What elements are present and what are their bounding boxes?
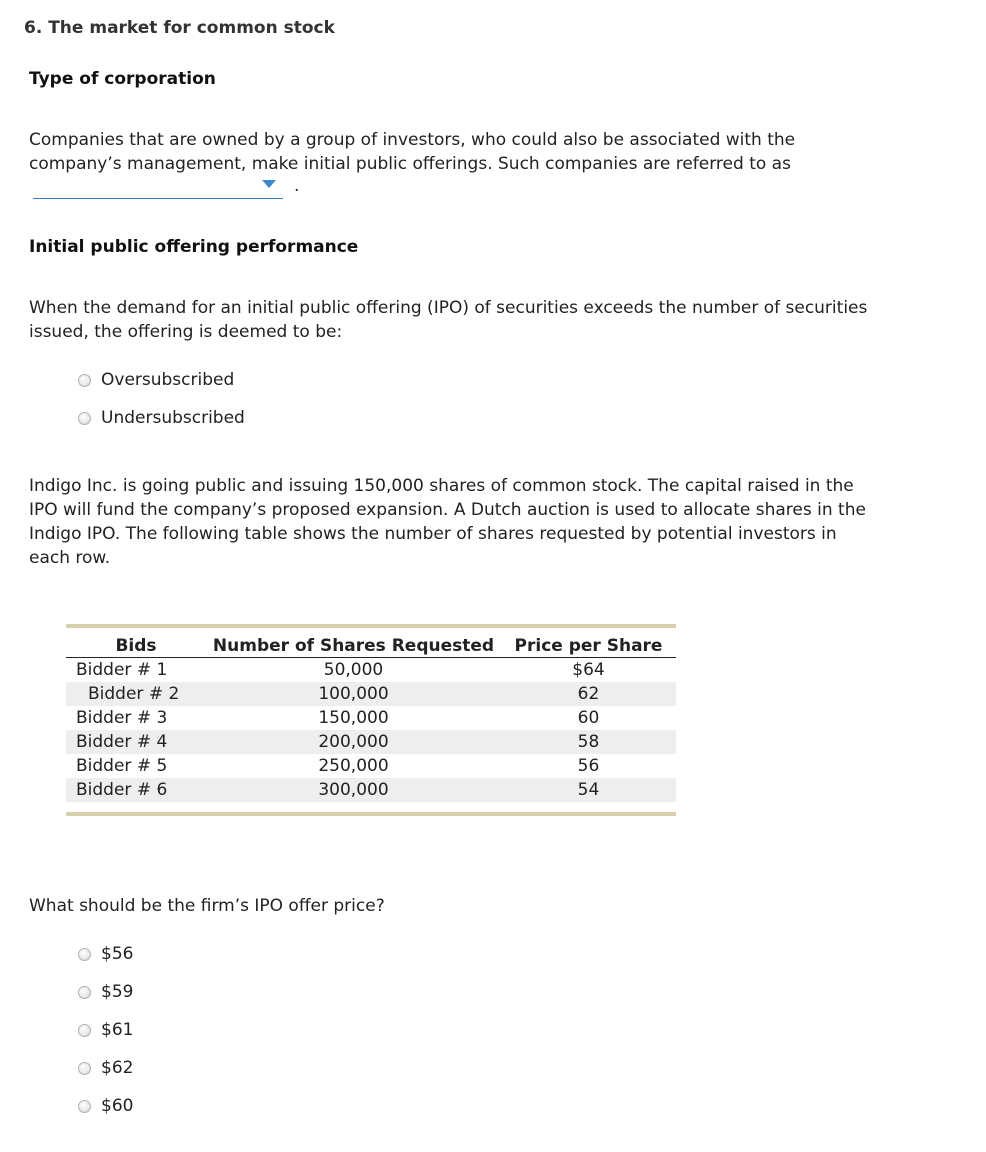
table-bottom-border: [66, 812, 676, 816]
corporation-text-line1: Companies that are owned by a group of investors, who could also be associated with the: [29, 130, 796, 150]
radio-button[interactable]: [78, 1100, 91, 1113]
shares-cell: 150,000: [318, 708, 389, 728]
indigo-line1: Indigo Inc. is going public and issuing 150,000 shares of common stock. The capital raised in the: [29, 476, 854, 496]
bidder-cell: Bidder # 5: [76, 756, 168, 776]
table-row: [66, 682, 676, 706]
indigo-line4: each row.: [29, 548, 111, 568]
corporation-text-line2: company’s management, make initial public offerings. Such companies are referred to as: [29, 154, 791, 174]
table-row: [66, 778, 676, 802]
radio-button[interactable]: [78, 1062, 91, 1075]
option-label: Undersubscribed: [101, 408, 245, 428]
table-row: [66, 658, 676, 683]
header-bids: Bids: [66, 628, 206, 658]
table-header-row: [66, 628, 676, 658]
offer-price-options: [78, 942, 133, 1118]
indigo-paragraph: [29, 474, 934, 570]
option-oversubscribed[interactable]: [78, 368, 245, 392]
bidder-cell: Bidder # 1: [76, 660, 168, 680]
price-cell: 56: [577, 756, 600, 776]
section-heading-corporation: Type of corporation: [29, 69, 216, 89]
indigo-line2: IPO will fund the company’s proposed expansion. A Dutch auction is used to allocate shares in the: [29, 500, 866, 520]
option-label: $62: [101, 1058, 134, 1078]
option-59[interactable]: [78, 980, 133, 1004]
option-label: $60: [101, 1096, 134, 1116]
price-cell: 62: [501, 682, 676, 706]
option-60[interactable]: [78, 1094, 133, 1118]
table-row: [66, 754, 676, 778]
radio-button[interactable]: [78, 986, 91, 999]
option-undersubscribed[interactable]: [78, 406, 245, 430]
shares-cell: 300,000: [206, 778, 501, 802]
chevron-down-icon[interactable]: [262, 180, 276, 188]
bidder-cell: Bidder # 4: [66, 730, 206, 754]
price-cell: 60: [577, 708, 600, 728]
option-label: Oversubscribed: [101, 370, 235, 390]
table-row: [66, 730, 676, 754]
shares-cell: 250,000: [318, 756, 389, 776]
option-label: $59: [101, 982, 134, 1002]
ipo-performance-paragraph: [29, 296, 934, 344]
radio-button[interactable]: [78, 374, 91, 387]
option-label: $61: [101, 1020, 134, 1040]
table-row: [66, 706, 676, 730]
section-heading-ipo-performance: Initial public offering performance: [29, 237, 359, 257]
option-61[interactable]: [78, 1018, 133, 1042]
radio-button[interactable]: [78, 948, 91, 961]
corporation-paragraph: [29, 128, 934, 176]
bidder-cell: Bidder # 2: [66, 682, 206, 706]
shares-cell: 50,000: [323, 660, 384, 680]
ipo-text-line1: When the demand for an initial public offering (IPO) of securities exceeds the number of securities: [29, 298, 868, 318]
price-cell: 58: [501, 730, 676, 754]
radio-button[interactable]: [78, 1024, 91, 1037]
header-price-per-share: Price per Share: [501, 628, 676, 658]
radio-button[interactable]: [78, 412, 91, 425]
shares-cell: 100,000: [206, 682, 501, 706]
sentence-period: .: [294, 176, 300, 196]
bidder-cell: Bidder # 3: [76, 708, 168, 728]
price-cell: 54: [501, 778, 676, 802]
option-62[interactable]: [78, 1056, 133, 1080]
bids-table-wrapper: [66, 624, 676, 816]
option-56[interactable]: [78, 942, 133, 966]
subscription-options: [78, 368, 245, 430]
bidder-cell: Bidder # 6: [66, 778, 206, 802]
ipo-text-line2: issued, the offering is deemed to be:: [29, 322, 343, 342]
bids-table: [66, 628, 676, 802]
corporation-type-dropdown[interactable]: [33, 174, 283, 199]
price-cell: $64: [572, 660, 605, 680]
offer-price-question: What should be the firm’s IPO offer price?: [29, 896, 385, 916]
option-label: $56: [101, 944, 134, 964]
shares-cell: 200,000: [206, 730, 501, 754]
indigo-line3: Indigo IPO. The following table shows the number of shares requested by potential investors in: [29, 524, 837, 544]
question-title: 6. The market for common stock: [24, 18, 335, 38]
header-shares-requested: Number of Shares Requested: [206, 628, 501, 658]
